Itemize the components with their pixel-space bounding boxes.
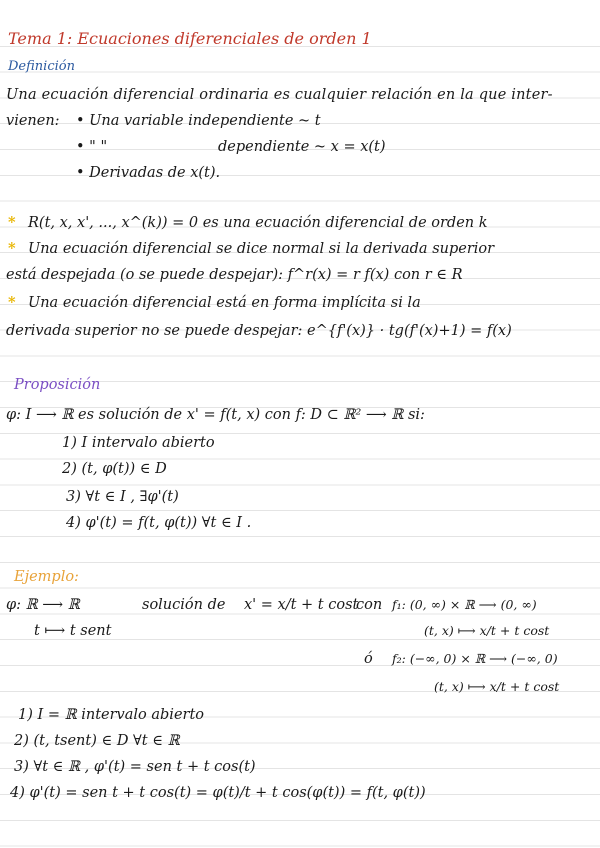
bullet-variable-independiente: • Una variable independiente ~ t: [76, 113, 321, 129]
proposicion-statement: φ: I ⟶ ℝ es solución de x' = f(t, x) con f: D ⊂ ℝ² ⟶ ℝ si:: [6, 407, 425, 423]
note-normal-line-1: Una ecuación diferencial se dice normal si la derivada superior: [28, 241, 495, 257]
ejemplo-f2-domain: f₂: (−∞, 0) × ℝ ⟶ (−∞, 0): [392, 651, 558, 666]
ejemplo-f2-rule: (t, x) ⟼ x/t + t cost: [434, 679, 560, 694]
star-icon: *: [8, 214, 16, 231]
note-normal-line-2: está despejada (o se puede despejar): f^r(x) = r f(x) con r ∈ R: [6, 267, 463, 283]
proposicion-item: 3) ∀t ∈ I , ∃φ'(t): [66, 489, 179, 505]
ejemplo-step: 4) φ'(t) = sen t + t cos(t) = φ(t)/t + t cos(φ(t)) = f(t, φ(t)): [10, 785, 426, 801]
note-orden-k: R(t, x, x', ..., x^(k)) = 0 es una ecuación diferencial de orden k: [28, 215, 488, 231]
star-icon: *: [8, 294, 16, 311]
star-icon: *: [8, 240, 16, 257]
bullet-derivadas: • Derivadas de x(t).: [76, 165, 221, 181]
ejemplo-o: ó: [364, 651, 373, 667]
note-implicita-line-2: derivada superior no se puede despejar: e^{f'(x)} · tg(f'(x)+1) = f(x): [6, 323, 512, 339]
ejemplo-step: 1) I = ℝ intervalo abierto: [18, 707, 205, 723]
page-title: Tema 1: Ecuaciones diferenciales de orden 1: [8, 29, 372, 48]
ejemplo-map-line-1: φ: ℝ ⟶ ℝ: [6, 597, 80, 613]
note-implicita-line-1: Una ecuación diferencial está en forma implícita si la: [28, 295, 421, 311]
ejemplo-map-line-2: t ⟼ t sent: [34, 623, 112, 639]
proposicion-item: 2) (t, φ(t)) ∈ D: [62, 461, 167, 477]
definicion-heading: Definición: [8, 59, 75, 74]
ejemplo-heading: Ejemplo:: [14, 569, 79, 585]
ejemplo-step: 2) (t, tsent) ∈ D ∀t ∈ ℝ: [14, 733, 180, 749]
ejemplo-f1-rule: (t, x) ⟼ x/t + t cost: [424, 623, 550, 638]
ejemplo-con: con: [356, 597, 383, 613]
definicion-intro-line-1: Una ecuación diferencial ordinaria es cualquier relación en la que inter-: [6, 87, 553, 103]
ejemplo-f1-domain: f₁: (0, ∞) × ℝ ⟶ (0, ∞): [392, 597, 537, 612]
bullet-variable-dependiente: dependiente ~ x = x(t): [218, 139, 386, 155]
bullet-ditto: • " ": [76, 139, 108, 155]
definicion-intro-line-2: vienen:: [6, 113, 60, 129]
ejemplo-step: 3) ∀t ∈ ℝ , φ'(t) = sen t + t cos(t): [14, 759, 256, 775]
ejemplo-equation: x' = x/t + t cost: [244, 597, 359, 613]
proposicion-item: 4) φ'(t) = f(t, φ(t)) ∀t ∈ I .: [66, 515, 252, 531]
proposicion-heading: Proposición: [14, 377, 101, 393]
proposicion-item: 1) I intervalo abierto: [62, 435, 215, 451]
ejemplo-solucion-de: solución de: [142, 597, 226, 613]
